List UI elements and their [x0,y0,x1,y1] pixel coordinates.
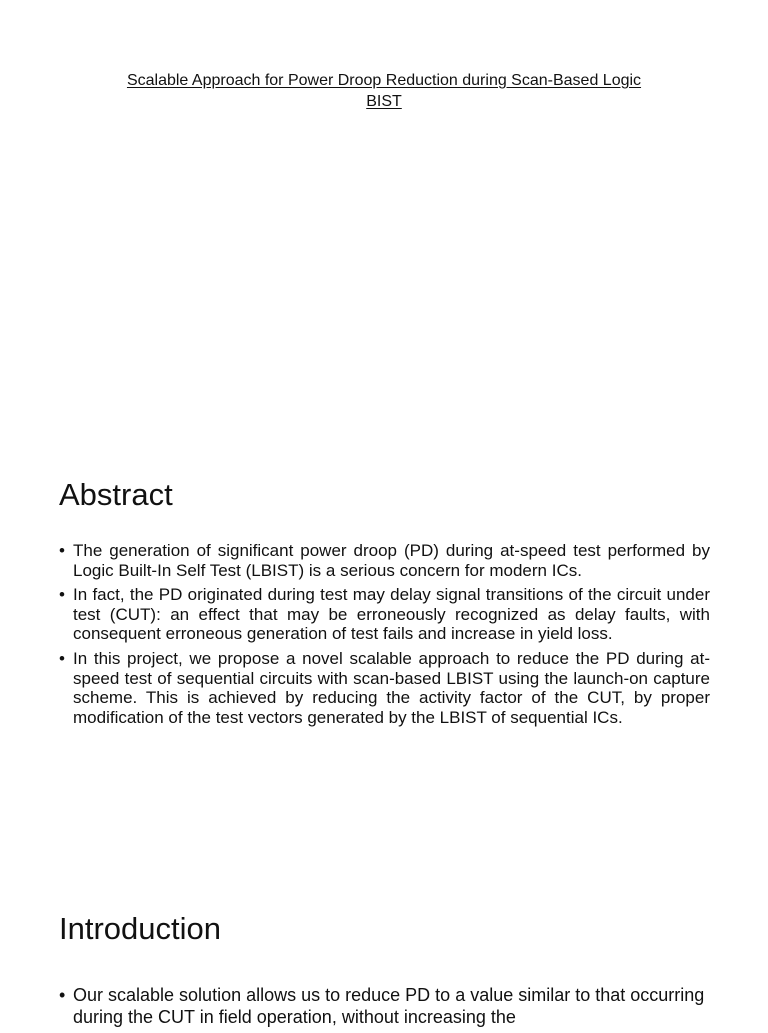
bullet-icon: • [59,985,66,1005]
abstract-bullet-item [59,649,710,727]
introduction-bullet-item [59,984,710,1028]
abstract-bullet-item [59,541,710,580]
abstract-bullet-text: The generation of significant power droop (PD) during at-speed test performed by Logic Built-In Self Test (LBIST) is a serious concern for modern ICs. [73,541,710,580]
introduction-bullet-list [59,984,710,1033]
document-title [0,70,768,112]
abstract-bullet-text: In fact, the PD originated during test may delay signal transitions of the circuit under test (CUT): an effect that may be erroneously recognized as delay faults, with consequent erroneous generation of test fails and increase in yield loss. [73,585,710,644]
bullet-icon: • [59,585,65,605]
document-title-line-1: Scalable Approach for Power Droop Reduction during Scan-Based Logic [126,72,642,89]
bullet-icon: • [59,648,65,668]
abstract-bullet-text: In this project, we propose a novel scalable approach to reduce the PD during at-speed test of sequential circuits with scan-based LBIST using the launch-on capture scheme. This is achieved by reducing the activity factor of the CUT, by proper modification of the test vectors generated by the LBIST of sequential ICs. [73,648,710,727]
bullet-icon: • [59,541,65,560]
document-title-line-2: BIST [366,93,402,110]
introduction-bullet-text: Our scalable solution allows us to reduce PD to a value similar to that occurring during the CUT in field operation, without increasing the [73,985,705,1027]
introduction-heading: Introduction [59,911,221,946]
abstract-heading: Abstract [59,477,173,512]
abstract-bullet-list [59,541,710,732]
abstract-bullet-item [59,585,710,644]
